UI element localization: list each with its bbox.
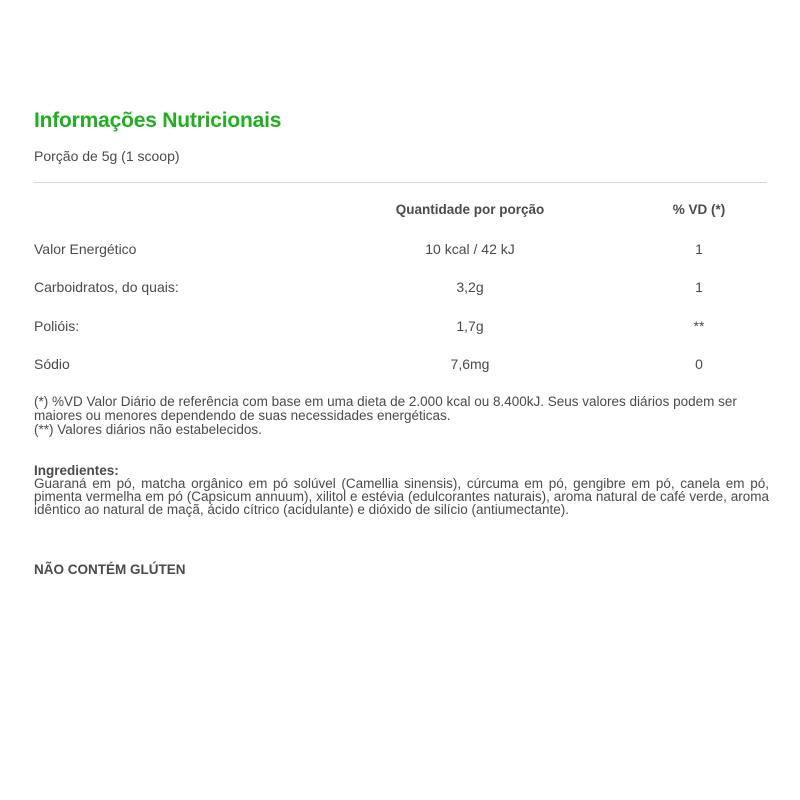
ingredients-section <box>34 464 769 516</box>
row-vd: 1 <box>695 240 703 257</box>
footnote-not-established: (**) Valores diários não estabelecidos. <box>34 422 262 437</box>
divider <box>34 182 767 183</box>
table-row <box>34 354 767 393</box>
header-quantity: Quantidade por porção <box>395 202 545 217</box>
gluten-notice: NÃO CONTÉM GLÚTEN <box>34 562 186 577</box>
row-quantity: 1,7g <box>456 317 484 334</box>
table-row <box>34 277 767 316</box>
row-name: Sódio <box>34 356 70 372</box>
nutrition-table <box>34 200 767 393</box>
row-quantity: 10 kcal / 42 kJ <box>425 240 515 257</box>
footnotes <box>34 395 769 437</box>
footnote-vd: (*) %VD Valor Diário de referência com base em uma dieta de 2.000 kcal ou 8.400kJ. Seus valores diários podem ser maiores ou menores dependendo de suas necessidades energéticas. <box>34 394 737 423</box>
table-row <box>34 316 767 355</box>
portion-size: Porção de 5g (1 scoop) <box>34 148 180 164</box>
table-row <box>34 239 767 278</box>
row-vd: 1 <box>695 279 703 295</box>
row-vd: 0 <box>695 356 703 372</box>
table-header-row <box>34 200 767 239</box>
nutrition-title: Informações Nutricionais <box>34 109 282 132</box>
row-quantity: 7,6mg <box>450 356 490 372</box>
ingredients-text: Guaraná em pó, matcha orgânico em pó solúvel (Camellia sinensis), cúrcuma em pó, gengibre em pó, canela em pó, pimenta vermelha em pó (Capsicum annuum), xilitol e estévia (edulcorantes naturais), aroma natural de café verde, aroma idêntico ao natural de maçã, ácido cítrico (acidulante) e dióxido de silício (antiumectante). <box>34 476 769 517</box>
row-name: Carboidratos, do quais: <box>34 279 179 295</box>
header-vd: % VD (*) <box>672 202 726 217</box>
row-name: Valor Energético <box>34 240 137 257</box>
ingredients-label: Ingredientes: <box>34 463 119 478</box>
row-quantity: 3,2g <box>456 279 484 295</box>
row-vd: ** <box>693 317 705 334</box>
row-name: Polióis: <box>34 317 80 334</box>
